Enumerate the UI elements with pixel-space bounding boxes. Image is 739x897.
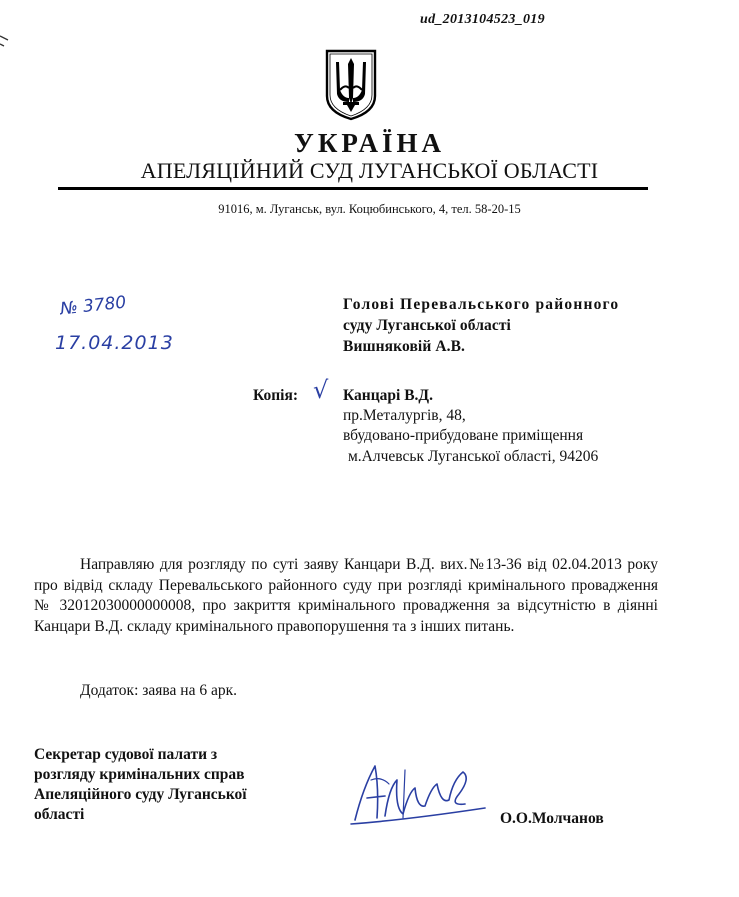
signer-position-line: Секретар судової палати з <box>34 746 218 763</box>
copy-recipient-name: Канцарі В.Д. <box>343 387 433 404</box>
letter-body-text: Направляю для розгляду по суті заяву Канцари В.Д. вих.№13-36 від 02.04.2013 року про відвід складу Перевальського районного суду при розгляді кримінального провадження № 32012030000000008, про закриття кримінального провадження за відсутністю в діянні Канцари В.Д. складу кримінального правопорушення та з інших питань. <box>34 556 658 636</box>
signer-name: О.О.Молчанов <box>500 810 604 827</box>
recipient-block <box>343 294 619 357</box>
document-id: ud_2013104523_019 <box>420 12 545 27</box>
court-name: АПЕЛЯЦІЙНИЙ СУД ЛУГАНСЬКОЇ ОБЛАСТІ <box>140 158 599 183</box>
recipient-line: Вишняковій А.В. <box>343 338 466 355</box>
signer-position-line: області <box>34 806 85 823</box>
edge-mark-icon <box>0 30 12 60</box>
trident-coat-of-arms-icon <box>323 48 379 122</box>
registration-number: № 3780 <box>59 292 128 320</box>
signer-position-line: розгляду кримінальних справ <box>34 766 245 783</box>
registration-date: 17.04.2013 <box>55 332 174 354</box>
attachment-note: Додаток: заява на 6 арк. <box>80 682 237 699</box>
handwritten-signature-icon <box>345 758 495 838</box>
recipient-line: Голові Перевальського районного <box>343 296 620 313</box>
signer-position-line: Апеляційного суду Луганської <box>34 786 247 803</box>
copy-city: м.Алчевськ Луганської області, 94206 <box>348 448 599 465</box>
copy-label: Копія: <box>253 387 299 404</box>
court-address: 91016, м. Луганськ, вул. Коцюбинського, 4, тел. 58-20-15 <box>218 202 521 216</box>
copy-street: пр.Металургів, 48, <box>343 407 466 424</box>
country-title: УКРАЇНА <box>294 128 445 158</box>
signer-position <box>34 745 247 825</box>
checkmark-icon: √ <box>313 376 329 404</box>
letter-body <box>34 555 658 638</box>
copy-building: вбудовано-прибудоване приміщення <box>343 427 584 444</box>
recipient-line: суду Луганської області <box>343 317 511 334</box>
header-divider <box>58 187 648 190</box>
